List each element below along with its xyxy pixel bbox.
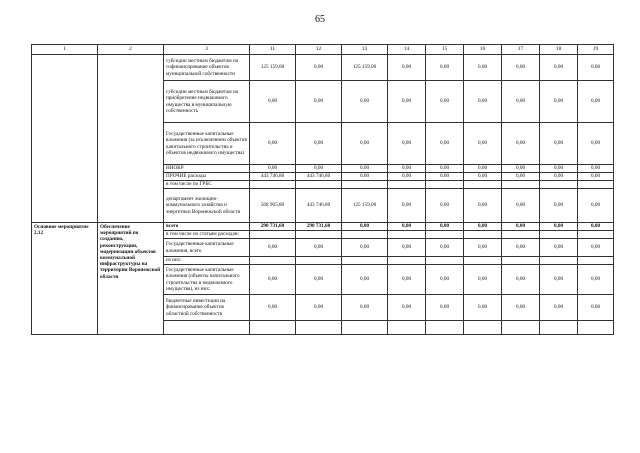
value-cell: 0,00 <box>540 239 578 257</box>
value-cell <box>426 231 464 239</box>
value-cell: 0,00 <box>388 295 426 321</box>
value-cell <box>540 231 578 239</box>
value-cell <box>296 181 342 189</box>
page-number: 65 <box>315 14 325 25</box>
value-cell: 0,00 <box>464 123 502 165</box>
value-cell: 0,00 <box>342 265 388 295</box>
value-cell: 0,00 <box>342 123 388 165</box>
empty-cell <box>502 321 540 335</box>
value-cell: 0,00 <box>540 265 578 295</box>
budget-table <box>31 44 614 335</box>
column-header: 14 <box>388 45 426 55</box>
expense-description: в том числе по статьям расходов: <box>164 231 250 239</box>
value-cell: 0,00 <box>502 55 540 81</box>
value-cell: 125 159,00 <box>342 55 388 81</box>
value-cell: 0,00 <box>502 223 540 231</box>
value-cell: 0,00 <box>296 239 342 257</box>
value-cell: 0,00 <box>426 189 464 223</box>
value-cell <box>464 181 502 189</box>
empty-cell <box>32 55 98 223</box>
value-cell: 125 159,00 <box>250 55 296 81</box>
value-cell: 0,00 <box>388 81 426 123</box>
value-cell: 0,00 <box>342 223 388 231</box>
value-cell: 0,00 <box>578 223 614 231</box>
value-cell: 0,00 <box>464 165 502 173</box>
value-cell: 0,00 <box>296 81 342 123</box>
expense-description: субсидии местным бюджетам на софинансирование объектов муниципальной собственности <box>164 55 250 81</box>
value-cell: 443 746,80 <box>296 189 342 223</box>
value-cell: 0,00 <box>342 295 388 321</box>
value-cell: 0,00 <box>502 239 540 257</box>
value-cell: 0,00 <box>578 295 614 321</box>
value-cell: 0,00 <box>426 265 464 295</box>
value-cell <box>388 257 426 265</box>
value-cell: 0,00 <box>342 165 388 173</box>
value-cell: 0,00 <box>578 81 614 123</box>
value-cell: 0,00 <box>502 81 540 123</box>
expense-description: всего <box>164 223 250 231</box>
value-cell <box>426 181 464 189</box>
value-cell: 0,00 <box>464 295 502 321</box>
value-cell: 290 731,60 <box>250 223 296 231</box>
value-cell <box>578 231 614 239</box>
value-cell: 0,00 <box>540 81 578 123</box>
value-cell: 0,00 <box>250 295 296 321</box>
value-cell: 0,00 <box>388 239 426 257</box>
empty-cell <box>388 321 426 335</box>
value-cell <box>250 231 296 239</box>
empty-cell <box>250 321 296 335</box>
event-name: Обеспечение мероприятий по созданию, реконструкции, модернизации объектов коммунальной инфраструктуры на территории Воронежской области <box>98 223 164 335</box>
value-cell <box>250 181 296 189</box>
value-cell: 0,00 <box>540 165 578 173</box>
header-row <box>32 45 614 55</box>
value-cell <box>502 231 540 239</box>
value-cell: 0,00 <box>502 189 540 223</box>
value-cell: 125 159,00 <box>342 189 388 223</box>
value-cell: 0,00 <box>296 55 342 81</box>
value-cell: 0,00 <box>464 265 502 295</box>
value-cell <box>388 181 426 189</box>
value-cell: 0,00 <box>578 123 614 165</box>
value-cell: 0,00 <box>426 81 464 123</box>
empty-cell <box>540 321 578 335</box>
empty-cell <box>578 321 614 335</box>
value-cell: 0,00 <box>342 239 388 257</box>
value-cell: 0,00 <box>502 123 540 165</box>
value-cell: 0,00 <box>250 165 296 173</box>
value-cell: 0,00 <box>296 123 342 165</box>
empty-cell <box>426 321 464 335</box>
value-cell <box>502 181 540 189</box>
value-cell: 0,00 <box>426 173 464 181</box>
expense-description: в том числе по ГРБС <box>164 181 250 189</box>
value-cell: 0,00 <box>296 165 342 173</box>
expense-description: бюджетные инвестиции на финансирование объектов областной собственности <box>164 295 250 321</box>
value-cell: 0,00 <box>464 173 502 181</box>
column-header: 12 <box>296 45 342 55</box>
value-cell: 568 905,80 <box>250 189 296 223</box>
value-cell: 0,00 <box>296 295 342 321</box>
value-cell: 0,00 <box>250 239 296 257</box>
empty-cell <box>296 321 342 335</box>
value-cell <box>464 257 502 265</box>
value-cell <box>388 231 426 239</box>
value-cell <box>342 181 388 189</box>
column-header: 19 <box>578 45 614 55</box>
value-cell: 0,00 <box>502 173 540 181</box>
value-cell: 0,00 <box>426 223 464 231</box>
expense-description: ПРОЧИЕ расходы <box>164 173 250 181</box>
value-cell <box>578 257 614 265</box>
table-row <box>32 55 614 81</box>
value-cell: 0,00 <box>250 265 296 295</box>
value-cell: 0,00 <box>250 81 296 123</box>
value-cell: 0,00 <box>540 223 578 231</box>
value-cell: 0,00 <box>464 223 502 231</box>
value-cell: 0,00 <box>388 265 426 295</box>
value-cell <box>540 181 578 189</box>
value-cell: 0,00 <box>578 189 614 223</box>
value-cell <box>342 231 388 239</box>
column-header: 17 <box>502 45 540 55</box>
value-cell: 0,00 <box>540 189 578 223</box>
value-cell: 0,00 <box>540 55 578 81</box>
value-cell: 0,00 <box>578 173 614 181</box>
expense-description: Государственные капитальные вложения (объекты капитального строительства и недвижимого имущества), из них: <box>164 265 250 295</box>
value-cell: 290 731,60 <box>296 223 342 231</box>
value-cell <box>426 257 464 265</box>
value-cell: 0,00 <box>578 165 614 173</box>
value-cell: 0,00 <box>578 265 614 295</box>
column-header: 15 <box>426 45 464 55</box>
value-cell <box>464 231 502 239</box>
value-cell: 0,00 <box>426 55 464 81</box>
empty-cell <box>98 55 164 223</box>
value-cell: 0,00 <box>388 223 426 231</box>
value-cell: 0,00 <box>388 189 426 223</box>
column-header: 11 <box>250 45 296 55</box>
empty-cell <box>342 321 388 335</box>
value-cell: 0,00 <box>464 55 502 81</box>
value-cell: 0,00 <box>426 165 464 173</box>
value-cell <box>502 257 540 265</box>
value-cell: 443 746,80 <box>296 173 342 181</box>
empty-cell <box>464 321 502 335</box>
value-cell: 0,00 <box>426 295 464 321</box>
column-header: 18 <box>540 45 578 55</box>
value-cell: 0,00 <box>502 295 540 321</box>
value-cell: 0,00 <box>426 239 464 257</box>
value-cell <box>578 181 614 189</box>
value-cell: 0,00 <box>342 81 388 123</box>
column-header: 1 <box>32 45 98 55</box>
value-cell: 0,00 <box>388 55 426 81</box>
value-cell <box>540 257 578 265</box>
event-code: Основное мероприятие 2.12 <box>32 223 98 335</box>
column-header: 16 <box>464 45 502 55</box>
value-cell: 0,00 <box>540 123 578 165</box>
column-header: 13 <box>342 45 388 55</box>
value-cell: 443 746,80 <box>250 173 296 181</box>
empty-cell <box>164 321 250 335</box>
value-cell: 0,00 <box>502 265 540 295</box>
expense-description: из них: <box>164 257 250 265</box>
value-cell: 0,00 <box>342 173 388 181</box>
value-cell <box>296 231 342 239</box>
value-cell: 0,00 <box>388 173 426 181</box>
value-cell: 0,00 <box>426 123 464 165</box>
value-cell: 0,00 <box>540 295 578 321</box>
value-cell: 0,00 <box>578 239 614 257</box>
value-cell <box>296 257 342 265</box>
value-cell: 0,00 <box>250 123 296 165</box>
value-cell: 0,00 <box>464 239 502 257</box>
table-row <box>32 223 614 231</box>
value-cell: 0,00 <box>464 189 502 223</box>
value-cell: 0,00 <box>578 55 614 81</box>
value-cell: 0,00 <box>296 265 342 295</box>
value-cell: 0,00 <box>502 165 540 173</box>
expense-description: Государственные капитальные вложения, всего <box>164 239 250 257</box>
expense-description: Государственные капитальные вложения (за исключением объектов капитального строительства и объектов недвижимого имущества) <box>164 123 250 165</box>
value-cell: 0,00 <box>388 165 426 173</box>
value-cell: 0,00 <box>464 81 502 123</box>
expense-description: НИОКР <box>164 165 250 173</box>
value-cell <box>250 257 296 265</box>
expense-description: субсидии местным бюджетам на приобретение недвижимого имущества в муниципальную собственность <box>164 81 250 123</box>
value-cell: 0,00 <box>540 173 578 181</box>
value-cell: 0,00 <box>388 123 426 165</box>
column-header: 3 <box>164 45 250 55</box>
column-header: 2 <box>98 45 164 55</box>
expense-description: департамент жилищно-коммунального хозяйства и энергетики Воронежской области <box>164 189 250 223</box>
value-cell <box>342 257 388 265</box>
